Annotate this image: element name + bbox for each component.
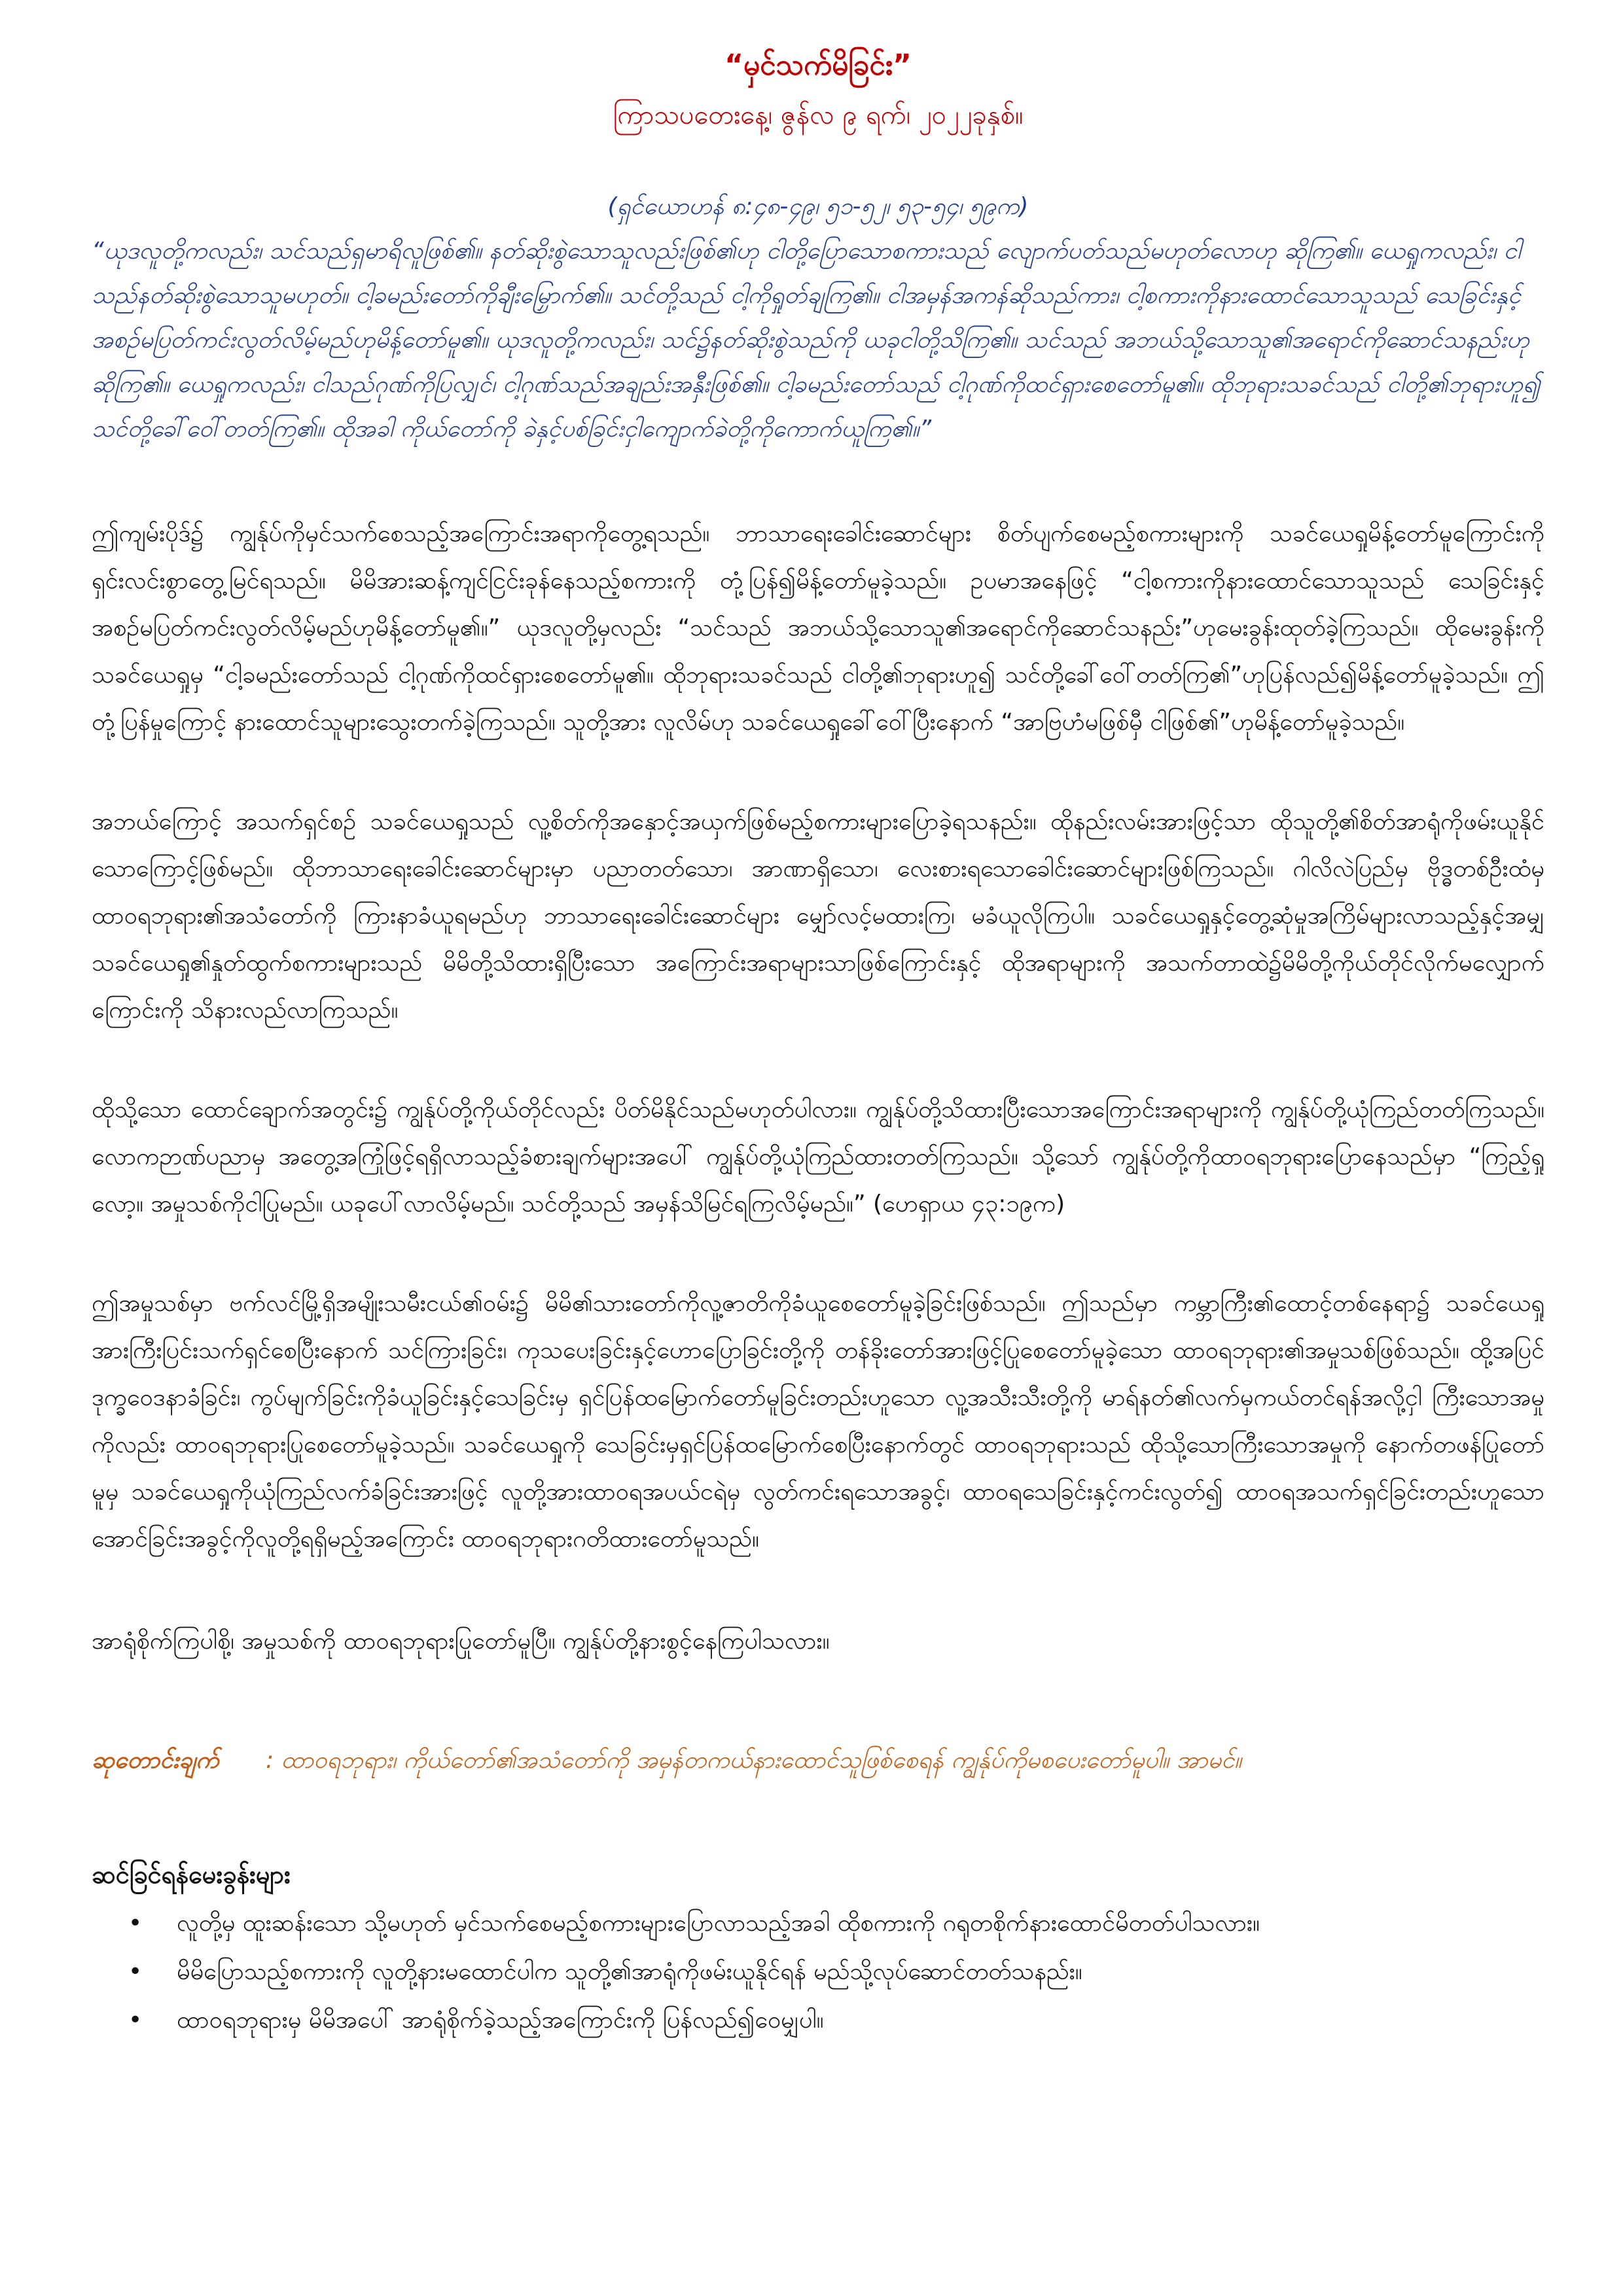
questions-heading: ဆင်ခြင်ရန်မေးခွန်းများ [92,1860,291,1889]
bullet-icon: • [128,1910,143,1937]
page-title: “မှင်သက်မိခြင်း” [724,48,912,82]
body-paragraph-5: အာရုံစိုက်ကြပါစို့၊ အမှုသစ်ကို ထာဝရဘုရားပြုတော်မူပြီ။ ကျွန်ုပ်တို့နားစွင့်နေကြပါသလား။ [92,1628,830,1655]
body-paragraph-3: ထိုသို့သော ထောင်ချောက်အတွင်း၌ ကျွန်ုပ်တို့ကိုယ်တိုင်လည်း ပိတ်မိနိုင်သည်မဟုတ်ပါလား။ ကျွန်ုပ်တို့သိထားပြီးသောအကြောင်းအရာများကို ကျွန်ုပ်တို့ယုံကြည်တတ်ကြသည်။ လောကဉာဏ်ပညာမှ အတွေ့အကြုံဖြင့်ရရှိလာသည့်ခံစားချက်များအပေါ် ကျွန်ုပ်တို့ယုံကြည်ထားတတ်ကြသည်။ သို့သော် ကျွန်ုပ်တို့ကိုထာဝရဘုရားပြောနေသည်မှာ “ကြည့်ရှုလော့။ အမှုသစ်ကိုငါပြုမည်။ ယခုပေါ်လာလိမ့်မည်။ သင်တို့သည် အမှန်သိမြင်ရကြလိမ့်မည်။” (ဟေရှာယ ၄၃:၁၉က) [92,1096,1544,1217]
page-date: ကြာသပတေးနေ့၊ ဇွန်လ ၉ ရက်၊ ၂၀၂၂ခုနှစ်။ [613,100,1024,130]
bullet-icon: • [128,1958,143,1985]
question-text: ထာဝရဘုရားမှ မိမိအပေါ် အာရုံစိုက်ခဲ့သည့်အကြောင်းကို ပြန်လည်၍ဝေမျှပါ။ [177,2007,824,2034]
question-text: မိမိပြောသည့်စကားကို လူတို့နားမထောင်ပါက သူတို့၏အာရုံကိုဖမ်းယူနိုင်ရန် မည်သို့လုပ်ဆောင်တတ်သနည်း။ [177,1958,1082,1985]
body-paragraph-2: အဘယ်ကြောင့် အသက်ရှင်စဉ် သခင်ယေရှုသည် လူ့စိတ်ကိုအနှောင့်အယှက်ဖြစ်မည့်စကားများပြောခဲ့ရသနည်း။ ထိုနည်းလမ်းအားဖြင့်သာ ထိုသူတို့၏စိတ်အာရုံကိုဖမ်းယူနိုင်သောကြောင့်ဖြစ်မည်။ ထိုဘာသာရေးခေါင်းဆောင်များမှာ ပညာတတ်သော၊ အာဏာရှိသော၊ လေးစားရသောခေါင်းဆောင်များဖြစ်ကြသည်။ ဂါလိလဲပြည်မှ ဗိုဒ္ဓတစ်ဦးထံမှ ထာဝရဘုရား၏အသံတော်ကို ကြားနာခံယူရမည်ဟု ဘာသာရေးခေါင်းဆောင်များ မျှော်လင့်မထားကြ၊ မခံယူလိုကြပါ။ သခင်ယေရှုနှင့်တွေ့ဆုံမှုအကြိမ်များလာသည့်နှင့်အမျှ သခင်ယေရှု၏နှုတ်ထွက်စကားများသည် မိမိတို့သိထားရှိပြီးသော အကြောင်းအရာများသာဖြစ်ကြောင်းနှင့် ထိုအရာများကို အသက်တာထဲ၌မိမိတို့ကိုယ်တိုင်လိုက်မလျှောက်ကြောင်းကို သိနားလည်လာကြသည်။ [92,808,1544,1024]
question-item [128,1948,1544,1996]
scripture-reference: (ရှင်ယောဟန် ၈:၄၈-၄၉၊ ၅၁-၅၂၊ ၅၃-၅၄၊ ၅၉က) [607,193,1029,220]
body-paragraph-1: ဤကျမ်းပိုဒ်၌ ကျွန်ုပ်ကိုမှင်သက်စေသည့်အကြောင်းအရာကိုတွေ့ရသည်။ ဘာသာရေးခေါင်းဆောင်များ စိတ်ပျက်စေမည့်စကားများကို သခင်ယေရှုမိန့်တော်မူကြောင်းကို ရှင်းလင်းစွာတွေ့မြင်ရသည်။ မိမိအားဆန့်ကျင်ငြင်းခုန်နေသည့်စကားကို တုံ့ပြန်၍မိန့်တော်မူခဲ့သည်။ ဥပမာအနေဖြင့် “ငါ့စကားကိုနားထောင်သောသူသည် သေခြင်းနှင့်အစဉ်မပြတ်ကင်းလွတ်လိမ့်မည်ဟုမိန့်တော်မူ၏။” ယုဒလူတို့မှလည်း “သင်သည် အဘယ်သို့သောသူ၏အရောင်ကိုဆောင်သနည်း”ဟုမေးခွန်းထုတ်ခဲ့ကြသည်။ ထိုမေးခွန်းကို သခင်ယေရှုမှ “ငါ့ခမည်းတော်သည် ငါ့ဂုဏ်ကိုထင်ရှားစေတော်မူ၏။ ထိုဘုရားသခင်သည် ငါတို့၏ဘုရားဟူ၍ သင်တို့ခေါ်ဝေါ်တတ်ကြ၏”ဟုပြန်လည်၍မိန့်တော်မူခဲ့သည်။ ဤတုံ့ပြန်မှုကြောင့် နားထောင်သူများသွေးတက်ခဲ့ကြသည်။ သူတို့အား လူလိမ်ဟု သခင်ယေရှုခေါ်ဝေါ်ပြီးနောက် “အာဗြဟံမဖြစ်မှီ ငါဖြစ်၏”ဟုမိန့်တော်မူခဲ့သည်။ [92,520,1544,736]
scripture-block [92,185,1544,452]
question-text: လူတို့မှ ထူးဆန်းသော သို့မဟုတ် မှင်သက်စေမည့်စကားများပြောလာသည့်အခါ ထိုစကားကို ဂရုတစိုက်နားထောင်မိတတ်ပါသလား။ [177,1910,1260,1937]
prayer-block [92,1737,1544,1784]
questions-list [92,1899,1544,2045]
question-item [128,1996,1544,2045]
question-item [128,1899,1544,1948]
body-paragraph-4: ဤအမှုသစ်မှာ ဗက်လင်မြို့ရှိအမျိုးသမီးငယ်၏ဝမ်း၌ မိမိ၏သားတော်ကိုလူ့ဇာတိကိုခံယူစေတော်မူခဲ့ခြင်းဖြစ်သည်။ ဤသည်မှာ ကမ္ဘာကြီး၏ထောင့်တစ်နေရာ၌ သခင်ယေရှုအားကြီးပြင်းသက်ရှင်စေပြီးနောက် သင်ကြားခြင်း၊ ကုသပေးခြင်းနှင့်ဟောပြောခြင်းတို့ကို တန်ခိုးတော်အားဖြင့်ပြုစေတော်မူခဲ့သော ထာဝရဘုရား၏အမှုသစ်ဖြစ်သည်။ ထို့အပြင်ဒုက္ခဝေဒနာခံခြင်း၊ ကွပ်မျက်ခြင်းကိုခံယူခြင်းနှင့်သေခြင်းမှ ရှင်ပြန်ထမြောက်တော်မူခြင်းတည်းဟူသော လူ့အသီးသီးတို့ကို မာရ်နတ်၏လက်မှကယ်တင်ရန်အလို့ငှါ ကြီးသောအမှုကိုလည်း ထာဝရဘုရားပြုစေတော်မူခဲ့သည်။ သခင်ယေရှုကို သေခြင်းမှရှင်ပြန်ထမြောက်စေပြီးနောက်တွင် ထာဝရဘုရားသည် ထိုသို့သောကြီးသောအမှုကို နောက်တဖန်ပြုတော်မူမှ သခင်ယေရှုကိုယုံကြည်လက်ခံခြင်းအားဖြင့် လူတို့အားထာဝရအပယ်ငရဲမှ လွတ်ကင်းရသောအခွင့်၊ ထာဝရသေခြင်းနှင့်ကင်းလွတ်၍ ထာဝရအသက်ရှင်ခြင်းတည်းဟူသော အောင်ခြင်းအခွင့်ကိုလူတို့ရရှိမည့်အကြောင်း ထာဝရဘုရားဂတိထားတော်မူသည်။ [92,1290,1544,1552]
prayer-label: ဆုတောင်းချက် [92,1747,219,1774]
bullet-icon: • [128,2007,143,2034]
scripture-text: “ယုဒလူတို့ကလည်း၊ သင်သည်ရှမာရိလူဖြစ်၏။ နတ်ဆိုးစွဲသောသူလည်းဖြစ်၏ဟု ငါတို့ပြောသောစကားသည် လျောက်ပတ်သည်မဟုတ်လောဟု ဆိုကြ၏။ ယေရှုကလည်း၊ ငါသည်နတ်ဆိုးစွဲသောသူမဟုတ်။ ငါ့ခမည်းတော်ကိုချီးမြှောက်၏။ သင်တို့သည် ငါ့ကိုရှုတ်ချကြ၏။ ငါအမှန်အကန်ဆိုသည်ကား၊ ငါ့စကားကိုနားထောင်သောသူသည် သေခြင်းနှင့်အစဉ်မပြတ်ကင်းလွတ်လိမ့်မည်ဟုမိန့်တော်မူ၏။ ယုဒလူတို့ကလည်း၊ သင်၌နတ်ဆိုးစွဲသည်ကို ယခုငါတို့သိကြ၏။ သင်သည် အဘယ်သို့သောသူ၏အရောင်ကိုဆောင်သနည်းဟုဆိုကြ၏။ ယေရှုကလည်း၊ ငါသည်ဂုဏ်ကိုပြလျှင်၊ ငါ့ဂုဏ်သည်အချည်းအနှီးဖြစ်၏။ ငါ့ခမည်းတော်သည် ငါ့ဂုဏ်ကိုထင်ရှားစေတော်မူ၏။ ထိုဘုရားသခင်သည် ငါတို့၏ဘုရားဟူ၍ သင်တို့ခေါ်ဝေါ်တတ်ကြ၏။ ထိုအခါ ကိုယ်တော်ကို ခဲနှင့်ပစ်ခြင်းငှါကျောက်ခဲတို့ကိုကောက်ယူကြ၏။” [92,238,1541,442]
prayer-text: : ထာဝရဘုရား၊ ကိုယ်တော်၏အသံတော်ကို အမှန်တကယ်နားထောင်သူဖြစ်စေရန် ကျွန်ုပ်ကိုမစပေးတော်မူပါ။ အာမင်။ [265,1747,1242,1774]
